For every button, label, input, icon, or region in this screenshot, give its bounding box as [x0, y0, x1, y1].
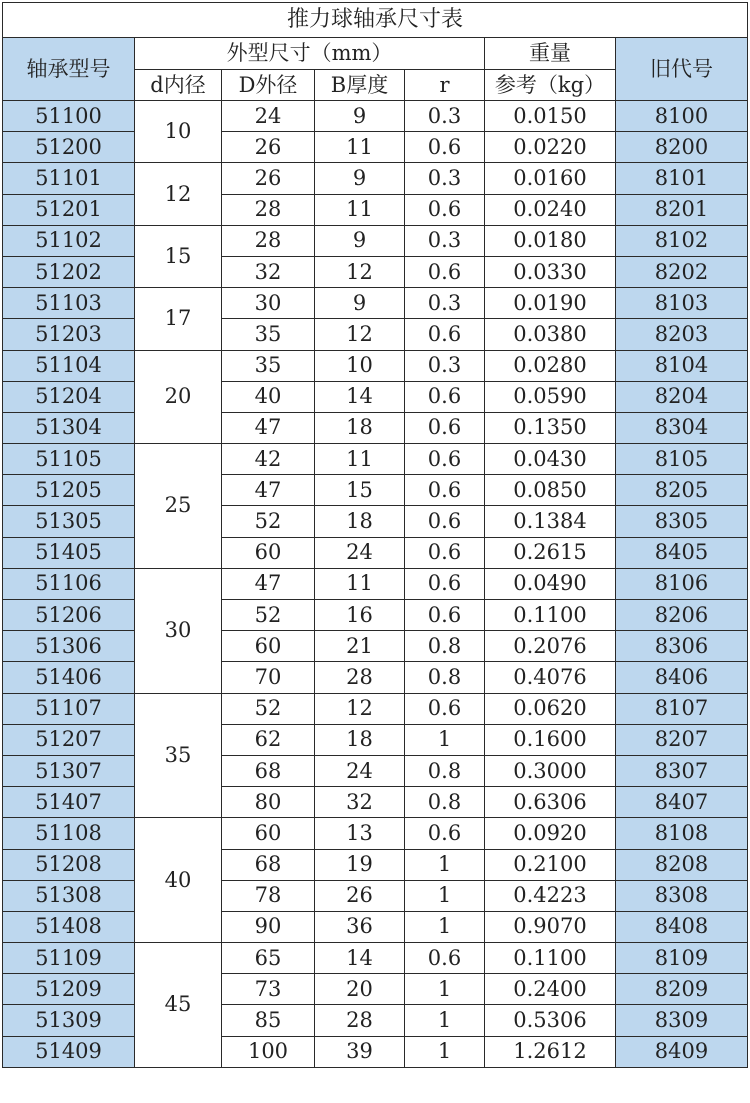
- table-row: [3, 943, 748, 974]
- cell-outer-diameter: 68: [222, 849, 315, 880]
- cell-r: 0.3: [405, 350, 485, 381]
- table-row: [3, 506, 748, 537]
- table-row: [3, 1036, 748, 1067]
- cell-old-code: 8100: [616, 101, 748, 132]
- cell-weight: 0.0150: [485, 101, 616, 132]
- cell-r: 0.6: [405, 319, 485, 350]
- cell-outer-diameter: 78: [222, 880, 315, 911]
- cell-r: 1: [405, 724, 485, 755]
- cell-thickness: 9: [315, 163, 405, 194]
- cell-r: 0.8: [405, 662, 485, 693]
- cell-r: 0.3: [405, 288, 485, 319]
- cell-old-code: 8308: [616, 880, 748, 911]
- header-r: r: [405, 70, 485, 101]
- table-row: [3, 444, 748, 475]
- cell-model: 51408: [3, 911, 135, 942]
- cell-r: 1: [405, 849, 485, 880]
- table-row: [3, 880, 748, 911]
- cell-outer-diameter: 28: [222, 194, 315, 225]
- cell-model: 51107: [3, 693, 135, 724]
- cell-outer-diameter: 35: [222, 319, 315, 350]
- cell-inner-diameter: 35: [135, 693, 222, 818]
- cell-weight: 0.2400: [485, 974, 616, 1005]
- table-row: [3, 818, 748, 849]
- cell-r: 0.6: [405, 818, 485, 849]
- cell-thickness: 39: [315, 1036, 405, 1067]
- cell-r: 0.6: [405, 256, 485, 287]
- cell-thickness: 12: [315, 256, 405, 287]
- cell-model: 51306: [3, 631, 135, 662]
- cell-outer-diameter: 85: [222, 1005, 315, 1036]
- table-row: [3, 350, 748, 381]
- cell-thickness: 28: [315, 662, 405, 693]
- cell-old-code: 8305: [616, 506, 748, 537]
- cell-r: 0.6: [405, 506, 485, 537]
- table-title: 推力球轴承尺寸表: [3, 3, 748, 38]
- cell-outer-diameter: 68: [222, 755, 315, 786]
- cell-model: 51202: [3, 256, 135, 287]
- cell-model: 51105: [3, 444, 135, 475]
- cell-model: 51108: [3, 818, 135, 849]
- cell-model: 51200: [3, 132, 135, 163]
- cell-old-code: 8309: [616, 1005, 748, 1036]
- cell-weight: 0.0380: [485, 319, 616, 350]
- table-row: [3, 319, 748, 350]
- cell-outer-diameter: 80: [222, 787, 315, 818]
- cell-model: 51102: [3, 225, 135, 256]
- cell-old-code: 8207: [616, 724, 748, 755]
- cell-thickness: 16: [315, 600, 405, 631]
- cell-thickness: 13: [315, 818, 405, 849]
- cell-weight: 0.0180: [485, 225, 616, 256]
- cell-weight: 0.0220: [485, 132, 616, 163]
- cell-old-code: 8203: [616, 319, 748, 350]
- cell-outer-diameter: 100: [222, 1036, 315, 1067]
- cell-r: 1: [405, 1005, 485, 1036]
- cell-inner-diameter: 10: [135, 101, 222, 163]
- cell-r: 0.6: [405, 693, 485, 724]
- cell-outer-diameter: 52: [222, 506, 315, 537]
- table-row: [3, 475, 748, 506]
- cell-old-code: 8102: [616, 225, 748, 256]
- cell-model: 51101: [3, 163, 135, 194]
- table-row: [3, 974, 748, 1005]
- cell-thickness: 11: [315, 132, 405, 163]
- cell-old-code: 8109: [616, 943, 748, 974]
- cell-outer-diameter: 42: [222, 444, 315, 475]
- table-row: [3, 101, 748, 132]
- cell-outer-diameter: 60: [222, 537, 315, 568]
- cell-model: 51205: [3, 475, 135, 506]
- cell-thickness: 18: [315, 506, 405, 537]
- cell-thickness: 9: [315, 288, 405, 319]
- cell-r: 1: [405, 974, 485, 1005]
- cell-model: 51307: [3, 755, 135, 786]
- cell-outer-diameter: 26: [222, 163, 315, 194]
- cell-old-code: 8104: [616, 350, 748, 381]
- header-weight-top: 重量: [485, 38, 616, 70]
- cell-thickness: 24: [315, 755, 405, 786]
- cell-model: 51305: [3, 506, 135, 537]
- cell-thickness: 26: [315, 880, 405, 911]
- cell-inner-diameter: 45: [135, 943, 222, 1068]
- cell-outer-diameter: 32: [222, 256, 315, 287]
- cell-model: 51304: [3, 412, 135, 443]
- cell-r: 0.6: [405, 444, 485, 475]
- cell-outer-diameter: 28: [222, 225, 315, 256]
- cell-thickness: 14: [315, 381, 405, 412]
- table-row: [3, 755, 748, 786]
- cell-outer-diameter: 30: [222, 288, 315, 319]
- cell-thickness: 11: [315, 568, 405, 599]
- header-old-code: 旧代号: [616, 38, 748, 101]
- cell-thickness: 12: [315, 693, 405, 724]
- cell-old-code: 8304: [616, 412, 748, 443]
- table-row: [3, 600, 748, 631]
- cell-weight: 0.0240: [485, 194, 616, 225]
- cell-model: 51204: [3, 381, 135, 412]
- cell-model: 51209: [3, 974, 135, 1005]
- cell-old-code: 8107: [616, 693, 748, 724]
- cell-model: 51406: [3, 662, 135, 693]
- cell-thickness: 19: [315, 849, 405, 880]
- cell-thickness: 11: [315, 444, 405, 475]
- table-row: [3, 911, 748, 942]
- cell-model: 51309: [3, 1005, 135, 1036]
- cell-old-code: 8409: [616, 1036, 748, 1067]
- cell-model: 51103: [3, 288, 135, 319]
- cell-model: 51109: [3, 943, 135, 974]
- cell-inner-diameter: 30: [135, 568, 222, 693]
- cell-thickness: 28: [315, 1005, 405, 1036]
- header-dimensions: 外型尺寸（mm）: [135, 38, 485, 70]
- cell-outer-diameter: 62: [222, 724, 315, 755]
- cell-model: 51206: [3, 600, 135, 631]
- bearing-size-table: [2, 2, 748, 1068]
- cell-r: 0.6: [405, 412, 485, 443]
- header-weight-bottom: 参考（kg）: [485, 70, 616, 101]
- table-row: [3, 256, 748, 287]
- cell-model: 51407: [3, 787, 135, 818]
- cell-weight: 0.0920: [485, 818, 616, 849]
- cell-weight: 0.4223: [485, 880, 616, 911]
- cell-outer-diameter: 52: [222, 693, 315, 724]
- cell-thickness: 20: [315, 974, 405, 1005]
- cell-weight: 0.0280: [485, 350, 616, 381]
- cell-inner-diameter: 40: [135, 818, 222, 943]
- cell-outer-diameter: 26: [222, 132, 315, 163]
- cell-r: 0.6: [405, 132, 485, 163]
- cell-r: 1: [405, 1036, 485, 1067]
- cell-r: 0.6: [405, 194, 485, 225]
- table-row: [3, 412, 748, 443]
- table-row: [3, 631, 748, 662]
- table-row: [3, 787, 748, 818]
- cell-r: 1: [405, 880, 485, 911]
- cell-weight: 0.1100: [485, 943, 616, 974]
- cell-old-code: 8204: [616, 381, 748, 412]
- table-row: [3, 132, 748, 163]
- table-body: [3, 101, 748, 1068]
- cell-outer-diameter: 70: [222, 662, 315, 693]
- table-row: [3, 724, 748, 755]
- cell-weight: 0.2076: [485, 631, 616, 662]
- cell-old-code: 8205: [616, 475, 748, 506]
- cell-old-code: 8406: [616, 662, 748, 693]
- cell-model: 51203: [3, 319, 135, 350]
- cell-weight: 0.1600: [485, 724, 616, 755]
- cell-old-code: 8209: [616, 974, 748, 1005]
- cell-r: 0.3: [405, 225, 485, 256]
- cell-thickness: 11: [315, 194, 405, 225]
- cell-old-code: 8405: [616, 537, 748, 568]
- header-thickness: B厚度: [315, 70, 405, 101]
- cell-outer-diameter: 40: [222, 381, 315, 412]
- cell-weight: 0.3000: [485, 755, 616, 786]
- cell-model: 51308: [3, 880, 135, 911]
- cell-thickness: 32: [315, 787, 405, 818]
- cell-r: 0.6: [405, 475, 485, 506]
- cell-r: 0.3: [405, 163, 485, 194]
- cell-weight: 0.0160: [485, 163, 616, 194]
- table-row: [3, 194, 748, 225]
- cell-inner-diameter: 25: [135, 444, 222, 569]
- cell-model: 51201: [3, 194, 135, 225]
- cell-r: 0.8: [405, 755, 485, 786]
- cell-old-code: 8206: [616, 600, 748, 631]
- cell-old-code: 8108: [616, 818, 748, 849]
- cell-weight: 0.0850: [485, 475, 616, 506]
- header-outer-diameter: D外径: [222, 70, 315, 101]
- cell-weight: 0.0430: [485, 444, 616, 475]
- header-model: 轴承型号: [3, 38, 135, 101]
- table-row: [3, 693, 748, 724]
- cell-inner-diameter: 20: [135, 350, 222, 444]
- cell-inner-diameter: 17: [135, 288, 222, 350]
- cell-outer-diameter: 90: [222, 911, 315, 942]
- cell-thickness: 36: [315, 911, 405, 942]
- cell-weight: 0.0590: [485, 381, 616, 412]
- cell-old-code: 8202: [616, 256, 748, 287]
- cell-outer-diameter: 47: [222, 412, 315, 443]
- cell-thickness: 21: [315, 631, 405, 662]
- cell-weight: 0.9070: [485, 911, 616, 942]
- cell-r: 0.8: [405, 631, 485, 662]
- cell-old-code: 8106: [616, 568, 748, 599]
- cell-weight: 0.2100: [485, 849, 616, 880]
- cell-outer-diameter: 35: [222, 350, 315, 381]
- cell-weight: 0.0330: [485, 256, 616, 287]
- header-inner-diameter: d内径: [135, 70, 222, 101]
- cell-weight: 0.1350: [485, 412, 616, 443]
- cell-weight: 0.5306: [485, 1005, 616, 1036]
- table-row: [3, 537, 748, 568]
- cell-weight: 0.0620: [485, 693, 616, 724]
- cell-old-code: 8408: [616, 911, 748, 942]
- cell-thickness: 24: [315, 537, 405, 568]
- cell-weight: 0.0190: [485, 288, 616, 319]
- cell-thickness: 18: [315, 412, 405, 443]
- table-row: [3, 1005, 748, 1036]
- cell-old-code: 8105: [616, 444, 748, 475]
- cell-old-code: 8307: [616, 755, 748, 786]
- cell-thickness: 15: [315, 475, 405, 506]
- cell-outer-diameter: 65: [222, 943, 315, 974]
- cell-weight: 0.0490: [485, 568, 616, 599]
- cell-model: 51409: [3, 1036, 135, 1067]
- cell-thickness: 18: [315, 724, 405, 755]
- cell-old-code: 8201: [616, 194, 748, 225]
- cell-weight: 0.1384: [485, 506, 616, 537]
- cell-outer-diameter: 73: [222, 974, 315, 1005]
- cell-weight: 0.6306: [485, 787, 616, 818]
- table-row: [3, 163, 748, 194]
- cell-r: 1: [405, 911, 485, 942]
- table-row: [3, 381, 748, 412]
- cell-inner-diameter: 15: [135, 225, 222, 287]
- cell-r: 0.6: [405, 943, 485, 974]
- cell-outer-diameter: 47: [222, 568, 315, 599]
- cell-weight: 0.1100: [485, 600, 616, 631]
- cell-model: 51104: [3, 350, 135, 381]
- table-row: [3, 568, 748, 599]
- cell-thickness: 9: [315, 225, 405, 256]
- table-row: [3, 288, 748, 319]
- cell-weight: 1.2612: [485, 1036, 616, 1067]
- table-row: [3, 849, 748, 880]
- cell-r: 0.3: [405, 101, 485, 132]
- cell-model: 51106: [3, 568, 135, 599]
- cell-old-code: 8407: [616, 787, 748, 818]
- cell-model: 51208: [3, 849, 135, 880]
- cell-old-code: 8200: [616, 132, 748, 163]
- cell-outer-diameter: 52: [222, 600, 315, 631]
- cell-old-code: 8101: [616, 163, 748, 194]
- cell-r: 0.6: [405, 600, 485, 631]
- cell-thickness: 10: [315, 350, 405, 381]
- cell-r: 0.6: [405, 537, 485, 568]
- cell-r: 0.6: [405, 568, 485, 599]
- cell-old-code: 8208: [616, 849, 748, 880]
- cell-outer-diameter: 47: [222, 475, 315, 506]
- cell-thickness: 14: [315, 943, 405, 974]
- cell-weight: 0.4076: [485, 662, 616, 693]
- cell-thickness: 9: [315, 101, 405, 132]
- cell-r: 0.8: [405, 787, 485, 818]
- cell-outer-diameter: 24: [222, 101, 315, 132]
- cell-outer-diameter: 60: [222, 818, 315, 849]
- table-row: [3, 662, 748, 693]
- cell-outer-diameter: 60: [222, 631, 315, 662]
- cell-weight: 0.2615: [485, 537, 616, 568]
- cell-old-code: 8306: [616, 631, 748, 662]
- cell-thickness: 12: [315, 319, 405, 350]
- cell-inner-diameter: 12: [135, 163, 222, 225]
- cell-model: 51207: [3, 724, 135, 755]
- cell-model: 51405: [3, 537, 135, 568]
- cell-r: 0.6: [405, 381, 485, 412]
- cell-model: 51100: [3, 101, 135, 132]
- table-row: [3, 225, 748, 256]
- cell-old-code: 8103: [616, 288, 748, 319]
